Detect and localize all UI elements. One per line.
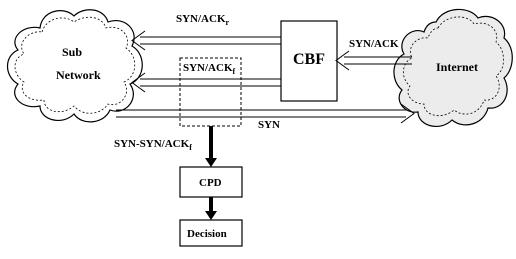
syn-ack-f-label xyxy=(183,62,236,76)
syn-ack-f-label-base: SYN/ACK xyxy=(183,62,233,74)
internet-cloud xyxy=(394,9,512,126)
syn-ack-f-arrow xyxy=(132,73,281,92)
sub-network-label-line2: Network xyxy=(56,68,101,82)
syn-label: SYN xyxy=(258,119,281,131)
syn-ack-r-label-base: SYN/ACK xyxy=(176,13,226,25)
cbf-label: CBF xyxy=(293,51,325,68)
syn-minus-syn-ack-f-label xyxy=(114,138,192,152)
syn-minus-syn-ack-f-sub: f xyxy=(189,143,192,152)
sub-network-cloud xyxy=(8,10,143,122)
syn-minus-syn-ack-f-base: SYN-SYN/ACK xyxy=(114,138,190,150)
syn-ack-r-arrow xyxy=(132,31,281,50)
syn-ack-f-label-sub: f xyxy=(232,67,236,76)
cpd-label: CPD xyxy=(199,177,222,189)
decision-label: Decision xyxy=(187,228,227,240)
sub-network-label-line1: Sub xyxy=(62,45,83,59)
cpd-to-decision-arrow xyxy=(205,197,217,220)
syn-ack-r-label xyxy=(176,13,230,27)
internet-label: Internet xyxy=(436,60,478,74)
syn-ack-inbound-label: SYN/ACK xyxy=(349,38,399,50)
syn-ack-r-label-sub: r xyxy=(225,18,230,27)
tap-to-cpd-arrow xyxy=(205,126,217,167)
